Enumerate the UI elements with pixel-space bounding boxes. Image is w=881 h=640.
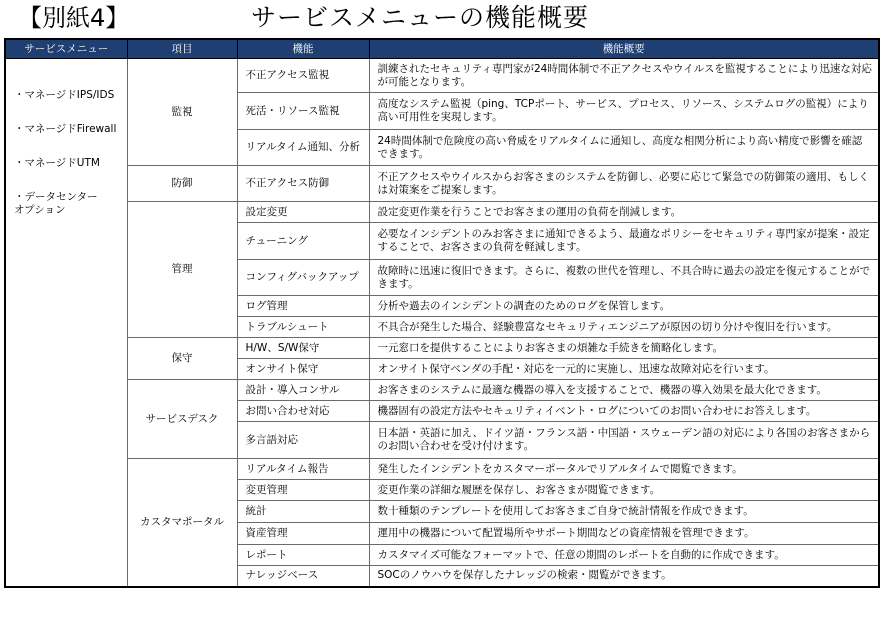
function-cell: チューニング [237, 223, 369, 260]
summary-cell: 不正アクセスやウイルスからお客さまのシステムを防御し、必要に応じて緊急での防御策の適用、もしくは対策案をご提案します。 [369, 166, 879, 202]
function-cell: 変更管理 [237, 480, 369, 501]
table-row [5, 338, 879, 359]
table-row [5, 166, 879, 202]
function-cell: 不正アクセス防御 [237, 166, 369, 202]
function-cell: 多言語対応 [237, 422, 369, 459]
category-cell: カスタマポータル [127, 459, 237, 587]
summary-cell: 不具合が発生した場合、経験豊富なセキュリティエンジニアが原因の切り分けや復旧を行います。 [369, 317, 879, 338]
function-cell: H/W、S/W保守 [237, 338, 369, 359]
function-cell: ナレッジベース [237, 566, 369, 587]
service-menu-table [4, 38, 880, 588]
function-cell: トラブルシュート [237, 317, 369, 338]
table-row [5, 202, 879, 223]
column-header: 機能概要 [369, 39, 879, 59]
summary-cell: 訓練されたセキュリティ専門家が24時間体制で不正アクセスやウイルスを監視することにより迅速な対応が可能となります。 [369, 59, 879, 93]
summary-cell: 機器固有の設定方法やセキュリティイベント・ログについてのお問い合わせにお答えします。 [369, 401, 879, 422]
function-cell: オンサイト保守 [237, 359, 369, 380]
function-cell: 資産管理 [237, 523, 369, 545]
service-menu-item: ・マネージドFirewall [14, 123, 117, 135]
function-cell: お問い合わせ対応 [237, 401, 369, 422]
summary-cell: SOCのノウハウを保存したナレッジの検索・閲覧ができます。 [369, 566, 879, 587]
category-cell: 監視 [127, 59, 237, 166]
summary-cell: 一元窓口を提供することによりお客さまの煩雑な手続きを簡略化します。 [369, 338, 879, 359]
function-cell: 不正アクセス監視 [237, 59, 369, 93]
service-menu-item: ・マネージドUTM [14, 157, 100, 169]
service-menu-item: ・データセンター オプション [14, 191, 98, 216]
column-header: 項目 [127, 39, 237, 59]
column-header: サービスメニュー [5, 39, 127, 59]
annex-label: 【別紙4】 [18, 4, 130, 32]
category-cell: 管理 [127, 202, 237, 338]
summary-cell: 必要なインシデントのみお客さまに通知できるよう、最適なポリシーをセキュリティ専門家が提案・設定することで、お客さまの負荷を軽減します。 [369, 223, 879, 260]
category-cell: 保守 [127, 338, 237, 380]
summary-cell: お客さまのシステムに最適な機器の導入を支援することで、機器の導入効果を最大化できます。 [369, 380, 879, 401]
summary-cell: 高度なシステム監視（ping、TCPポート、サービス、プロセス、リソース、システムログの監視）により高い可用性を実現します。 [369, 93, 879, 130]
function-cell: リアルタイム報告 [237, 459, 369, 480]
function-cell: 統計 [237, 501, 369, 523]
service-menu-cell [5, 59, 127, 587]
function-cell: 設計・導入コンサル [237, 380, 369, 401]
summary-cell: 変更作業の詳細な履歴を保存し、お客さまが閲覧できます。 [369, 480, 879, 501]
table-row [5, 459, 879, 480]
title-row [0, 0, 881, 36]
table-row [5, 380, 879, 401]
function-cell: コンフィグバックアップ [237, 260, 369, 296]
function-cell: リアルタイム通知、分析 [237, 130, 369, 166]
column-header: 機能 [237, 39, 369, 59]
function-cell: 死活・リソース監視 [237, 93, 369, 130]
summary-cell: 発生したインシデントをカスタマーポータルでリアルタイムで閲覧できます。 [369, 459, 879, 480]
summary-cell: 24時間体制で危険度の高い脅威をリアルタイムに通知し、高度な相関分析により高い精度で影響を確認できます。 [369, 130, 879, 166]
category-cell: 防御 [127, 166, 237, 202]
page-title: サービスメニューの機能概要 [251, 3, 590, 32]
service-menu-item: ・マネージドIPS/IDS [14, 89, 115, 101]
table-row [5, 59, 879, 93]
summary-cell: 分析や過去のインシデントの調査のためのログを保管します。 [369, 296, 879, 317]
function-cell: 設定変更 [237, 202, 369, 223]
category-cell: サービスデスク [127, 380, 237, 459]
summary-cell: カスタマイズ可能なフォーマットで、任意の期間のレポートを自動的に作成できます。 [369, 545, 879, 566]
summary-cell: 故障時に迅速に復旧できます。さらに、複数の世代を管理し、不具合時に過去の設定を復元することができます。 [369, 260, 879, 296]
table-header-row [5, 39, 879, 59]
summary-cell: 設定変更作業を行うことでお客さまの運用の負荷を削減します。 [369, 202, 879, 223]
summary-cell: 日本語・英語に加え、ドイツ語・フランス語・中国語・スウェーデン語の対応により各国のお客さまからのお問い合わせを受け付けます。 [369, 422, 879, 459]
summary-cell: オンサイト保守ベンダの手配・対応を一元的に実施し、迅速な故障対応を行います。 [369, 359, 879, 380]
summary-cell: 数十種類のテンプレートを使用してお客さまご自身で統計情報を作成できます。 [369, 501, 879, 523]
function-cell: ログ管理 [237, 296, 369, 317]
function-cell: レポート [237, 545, 369, 566]
summary-cell: 運用中の機器について配置場所やサポート期間などの資産情報を管理できます。 [369, 523, 879, 545]
